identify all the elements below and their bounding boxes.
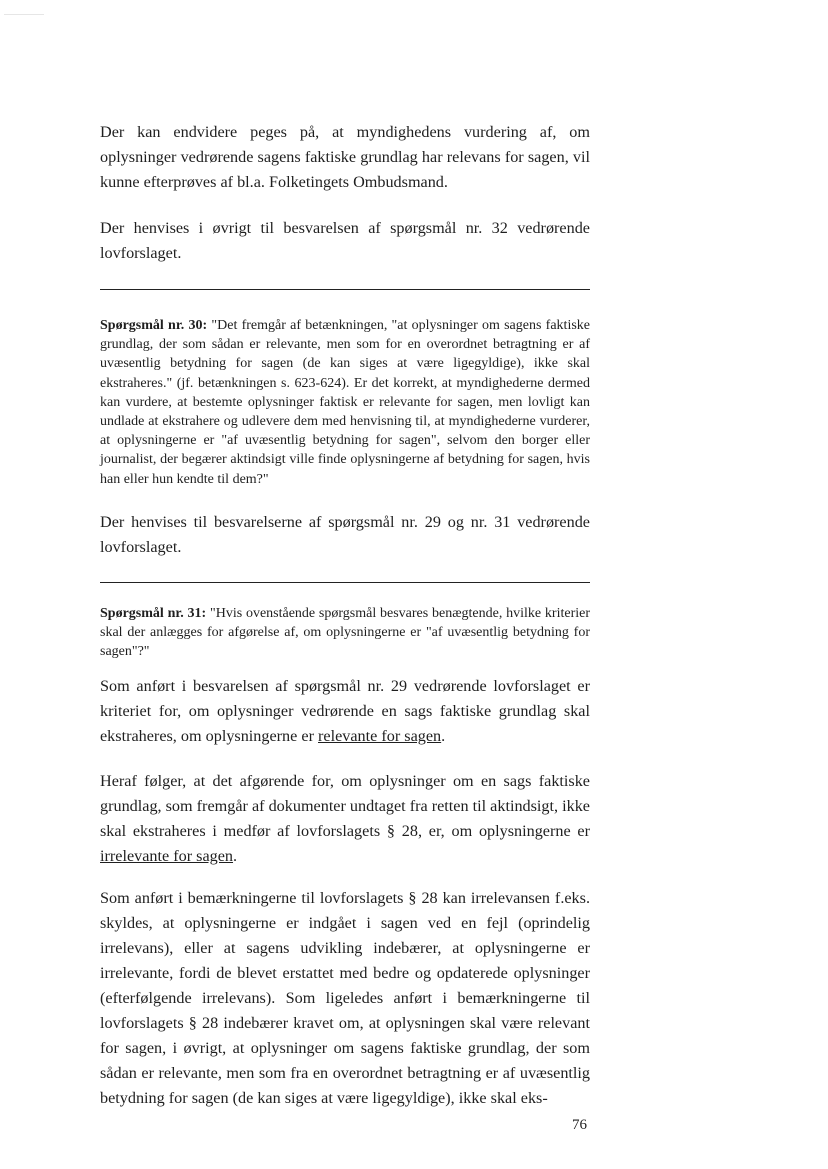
underlined-phrase: irrelevante for sagen [100, 847, 234, 865]
question-30 [100, 316, 590, 489]
text-run: . [441, 727, 446, 745]
answer-31-paragraph-3: Som anført i bemærkningerne til lovforslagets § 28 kan irrelevansen f.eks. skyldes, at oplysningerne er indgået i sagen ved en fejl (oprindelig irrelevans), eller at sagens udvikling indebærer, at oplysningerne er irrelevante, fordi de blevet erstattet med bedre og opdaterede oplysninger (efterfølgende irrelevans). Som ligeledes anført i bemærkningerne til lovforslagets § 28 indebærer kravet om, at oplysningen skal være relevant for sagen, i øvrigt, at oplysninger om sagens faktiske grundlag, der som sådan er relevante, men som fra en overordnet betragtning er af uvæsentlig betydning for sagen (de kan siges at være ligegyldige), ikke skal eks- [100, 889, 590, 1107]
text-run: Som anført i besvarelsen af spørgsmål nr. 29 vedrørende lovforslaget er kriteriet for, om oplysninger vedrørende en sags faktiske grundlag skal ekstraheres, om oplysningerne er [100, 677, 590, 745]
section-divider [100, 289, 590, 290]
answer-31-paragraph-2 [100, 769, 590, 869]
question-31-label: Spørgsmål nr. 31: [100, 606, 207, 621]
scan-mark [4, 14, 44, 15]
question-31 [100, 604, 590, 662]
text-run: Heraf følger, at det afgørende for, om oplysninger om en sags faktiske grundlag, som fremgår af dokumenter undtaget fra retten til aktindsigt, ikke skal ekstraheres i medfør af lovforslagets § 28, er, om oplysningerne er [100, 772, 590, 840]
answer-30: Der henvises til besvarelserne af spørgsmål nr. 29 og nr. 31 vedrørende lovforslaget. [100, 513, 590, 556]
page-number: 76 [572, 1117, 587, 1133]
answer-31-paragraph-1 [100, 674, 590, 749]
paragraph-ombudsmand: Der kan endvidere peges på, at myndighedens vurdering af, om oplysninger vedrørende sagens faktiske grundlag har relevans for sagen, vil kunne efterprøves af bl.a. Folketingets Ombudsmand. [100, 123, 590, 191]
paragraph-reference-q32: Der henvises i øvrigt til besvarelsen af spørgsmål nr. 32 vedrørende lovforslaget. [100, 219, 590, 262]
text-run: . [233, 847, 238, 865]
section-divider [100, 582, 590, 583]
underlined-phrase: relevante for sagen [318, 727, 442, 745]
question-31-text: "Hvis ovenstående spørgsmål besvares benægtende, hvilke kriterier skal der anlægges for afgørelse af, om oplysningerne er "af uvæsentlig betydning for sagen"?" [100, 606, 590, 660]
question-30-text: "Det fremgår af betænkningen, "at oplysninger om sagens faktiske grundlag, der som sådan er relevante, men som for en overordnet betragtning er af uvæsentlig betydning for sagen (de kan siges at være ligegyldige), ikke skal ekstraheres." (jf. betænkningen s. 623-624). Er det korrekt, at myndighederne dermed kan vurdere, at bestemte oplysninger faktisk er relevante for sagen, men lovligt kan undlade at ekstrahere og udlevere dem med henvisning til, at myndighederne vurderer, at oplysningerne er "af uvæsentlig betydning for sagen", selvom den borger eller journalist, der begærer aktindsigt ville finde oplysningerne af betydning for sagen, hvis han eller hun kendte til dem?" [100, 318, 591, 487]
question-30-label: Spørgsmål nr. 30: [100, 318, 208, 333]
